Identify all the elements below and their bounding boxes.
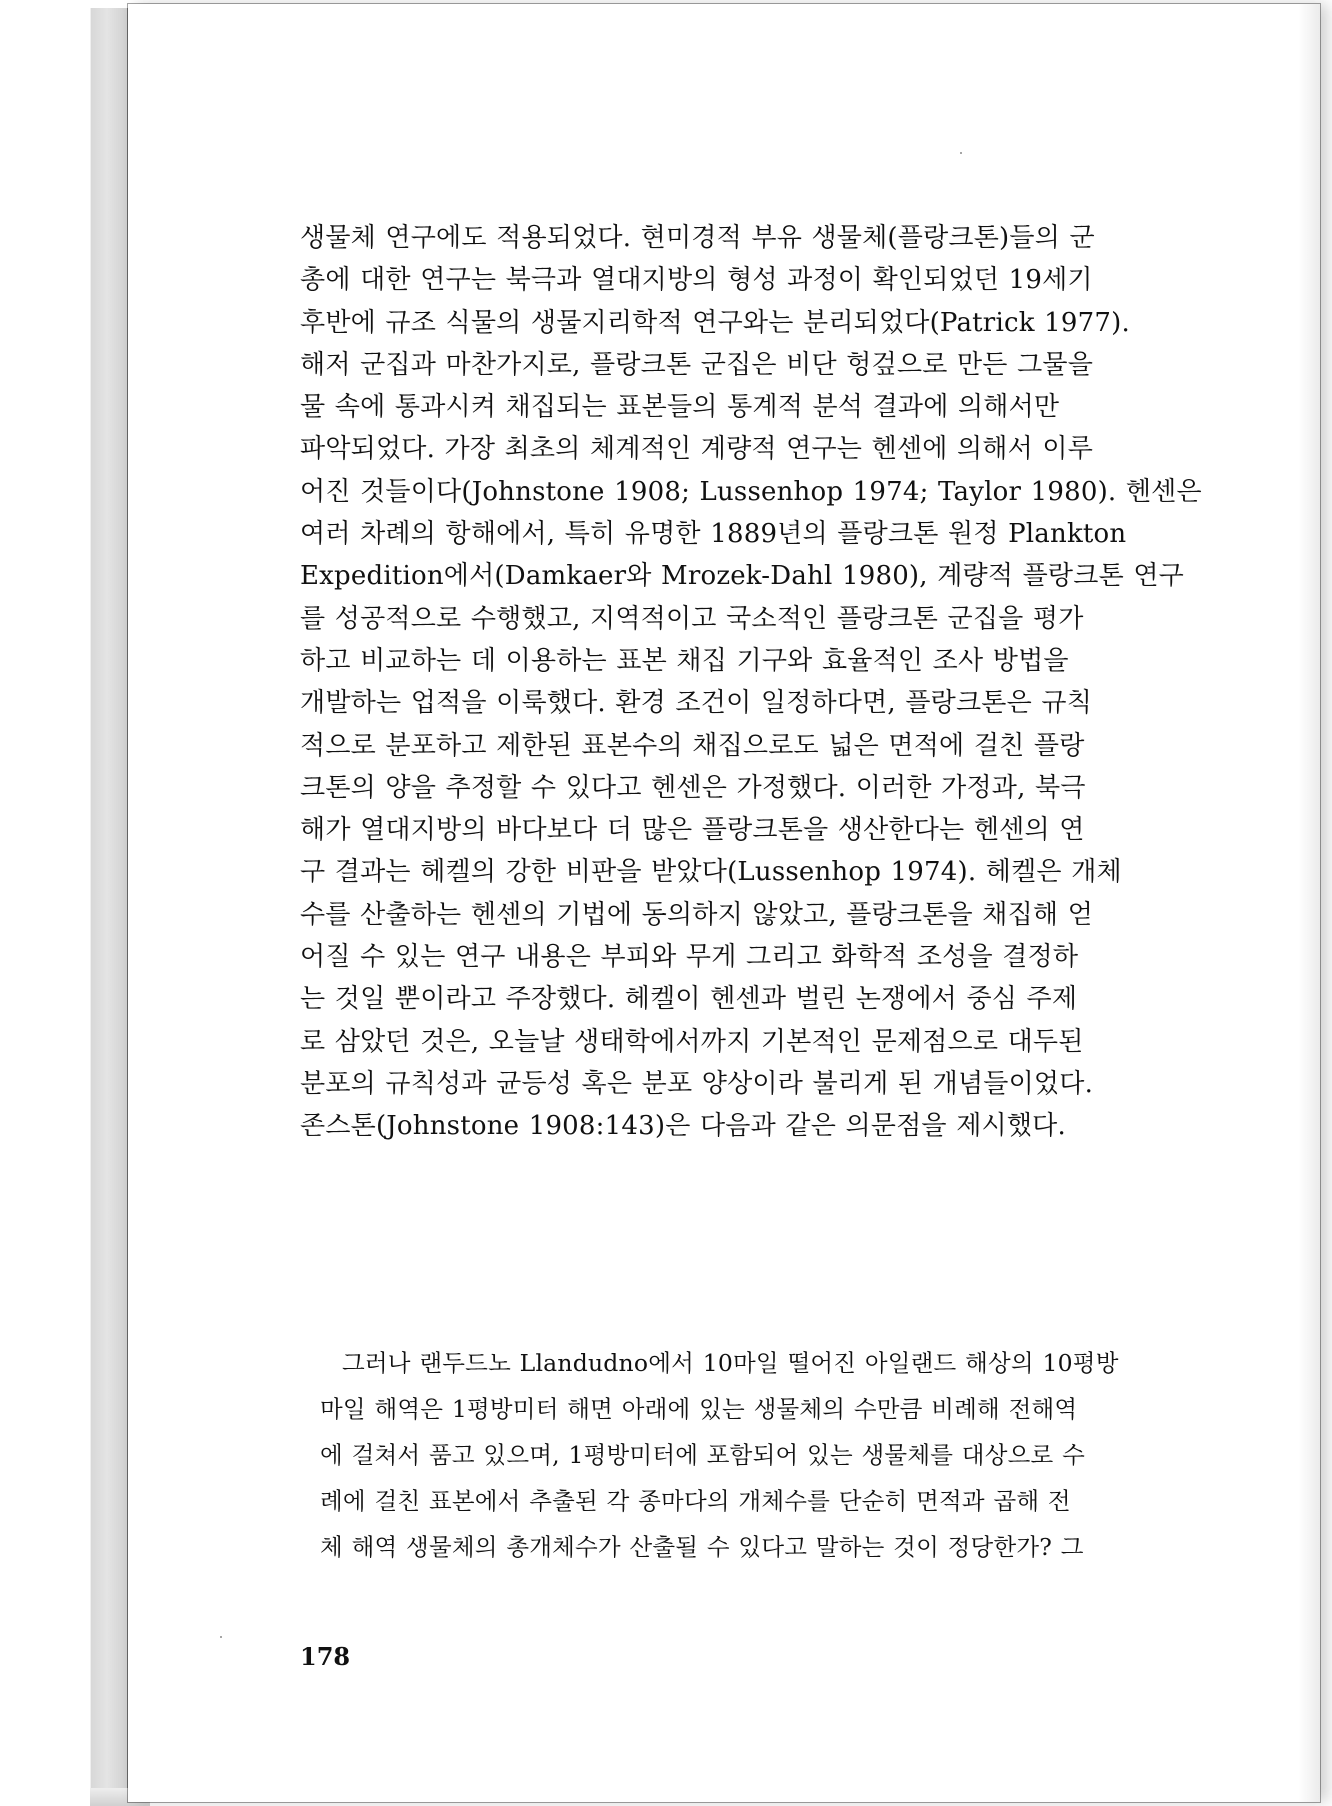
body-line: 존스톤(Johnstone 1908:143)은 다음과 같은 의문점을 제시했다. <box>300 1111 1066 1142</box>
body-line: 해저 군집과 마찬가지로, 플랑크톤 군집은 비단 헝겊으로 만든 그물을 <box>300 349 1094 380</box>
quote-line: 례에 걸친 표본에서 추출된 각 종마다의 개체수를 단순히 면적과 곱해 전 <box>320 1487 1071 1515</box>
body-line: 파악되었다. 가장 최초의 체계적인 계량적 연구는 헨센에 의해서 이루 <box>300 434 1094 465</box>
body-line: 여러 차례의 항해에서, 특히 유명한 1889년의 플랑크톤 원정 Plankton <box>300 519 1127 550</box>
body-line: 해가 열대지방의 바다보다 더 많은 플랑크톤을 생산한다는 헨센의 연 <box>300 815 1085 846</box>
quote-line: 체 해역 생물체의 총개체수가 산출될 수 있다고 말하는 것이 정당한가? 그 <box>320 1533 1084 1561</box>
body-line: 구 결과는 헤켈의 강한 비판을 받았다(Lussenhop 1974). 헤켈은 개체 <box>300 857 1122 888</box>
body-line: 물 속에 통과시켜 채집되는 표본들의 통계적 분석 결과에 의해서만 <box>300 392 1060 423</box>
quote-line: 마일 해역은 1평방미터 해면 아래에 있는 생물체의 수만큼 비례해 전해역 <box>320 1395 1078 1423</box>
body-line: 적으로 분포하고 제한된 표본수의 채집으로도 넓은 면적에 걸친 플랑 <box>300 730 1085 761</box>
body-line: 수를 산출하는 헨센의 기법에 동의하지 않았고, 플랑크톤을 채집해 얻 <box>300 899 1094 930</box>
body-line: 총에 대한 연구는 북극과 열대지방의 형성 과정이 확인되었던 19세기 <box>300 265 1093 296</box>
page-edge-shadow <box>1298 4 1320 1802</box>
page-number: 178 <box>300 1642 351 1671</box>
body-line: 분포의 규칙성과 균등성 혹은 분포 양상이라 불리게 된 개념들이었다. <box>300 1068 1094 1099</box>
book-page <box>128 4 1320 1802</box>
body-line: 를 성공적으로 수행했고, 지역적이고 국소적인 플랑크톤 군집을 평가 <box>300 603 1084 634</box>
body-line: 어질 수 있는 연구 내용은 부피와 무게 그리고 화학적 조성을 결정하 <box>300 942 1079 973</box>
body-line: 후반에 규조 식물의 생물지리학적 연구와는 분리되었다(Patrick 1977). <box>300 307 1130 338</box>
body-line: 는 것일 뿐이라고 주장했다. 헤켈이 헨센과 벌린 논쟁에서 중심 주제 <box>300 984 1078 1015</box>
scan-speck <box>220 1636 222 1638</box>
quote-line: 그러나 랜두드노 Llandudno에서 10마일 떨어진 아일랜드 해상의 10평방 <box>342 1349 1119 1377</box>
body-line: Expedition에서(Damkaer와 Mrozek-Dahl 1980), 계량적 플랑크톤 연구 <box>300 561 1184 592</box>
book-spine-edge <box>90 8 128 1798</box>
body-line: 로 삼았던 것은, 오늘날 생태학에서까지 기본적인 문제점으로 대두된 <box>300 1026 1084 1057</box>
body-line: 어진 것들이다(Johnstone 1908; Lussenhop 1974; Taylor 1980). 헨센은 <box>300 476 1202 507</box>
scan-speck <box>960 152 962 154</box>
body-line: 크톤의 양을 추정할 수 있다고 헨센은 가정했다. 이러한 가정과, 북극 <box>300 772 1086 803</box>
body-line: 개발하는 업적을 이룩했다. 환경 조건이 일정하다면, 플랑크톤은 규칙 <box>300 688 1093 719</box>
quote-line: 에 걸쳐서 품고 있으며, 1평방미터에 포함되어 있는 생물체를 대상으로 수 <box>320 1441 1085 1469</box>
body-line: 하고 비교하는 데 이용하는 표본 채집 기구와 효율적인 조사 방법을 <box>300 645 1069 676</box>
main-body-text <box>300 217 1202 1148</box>
body-line: 생물체 연구에도 적용되었다. 현미경적 부유 생물체(플랑크톤)들의 군 <box>300 223 1095 253</box>
block-quote <box>320 1340 1174 1570</box>
